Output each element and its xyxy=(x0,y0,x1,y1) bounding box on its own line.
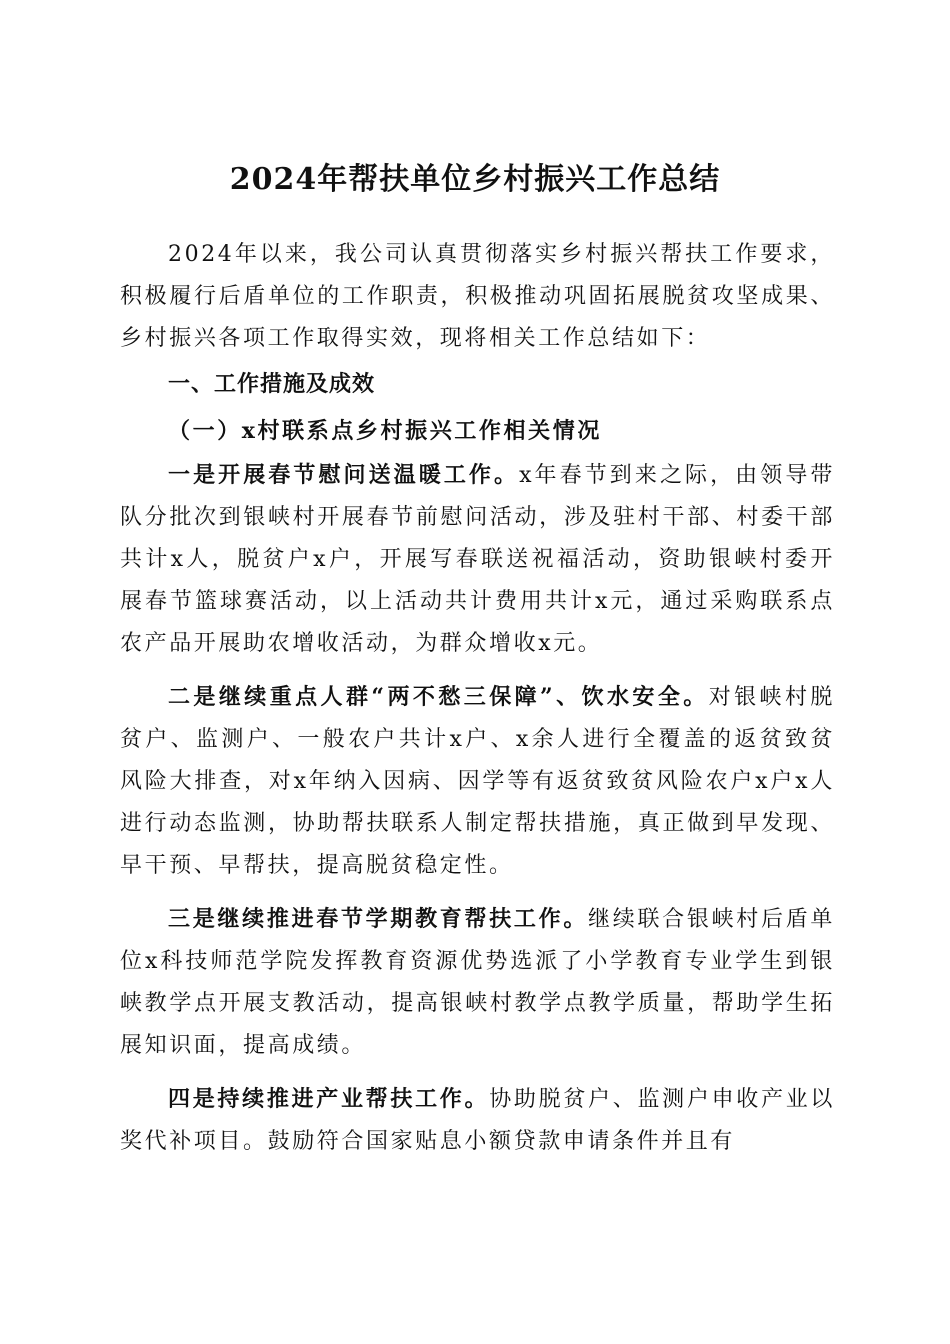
paragraph-4-text: 协助脱贫户、监测户申收产业以奖代补项目。鼓励符合国家贴息小额贷款申请条件并且有 xyxy=(120,1087,835,1154)
paragraph-2-text: 对银峡村脱贫户、监测户、一般农户共计x户、x余人进行全覆盖的返贫致贫风险大排查，对x年纳入因病、因学等有返贫致贫风险农户x户x人进行动态监测，协助帮扶联系人制定帮扶措施，真正做到早发现、早干预、早帮扶，提高脱贫稳定性。 xyxy=(120,685,835,878)
paragraph-4-lead: 四是持续推进产业帮扶工作。 xyxy=(168,1086,490,1112)
section-heading: 一、工作措施及成效 xyxy=(168,372,376,397)
paragraph-1-text: x年春节到来之际，由领导带队分批次到银峡村开展春节前慰问活动，涉及驻村干部、村委干部共计x人，脱贫户x户，开展写春联送祝福活动，资助银峡村委开展春节篮球赛活动，以上活动共计费用共计x元，通过采购联系点农产品开展助农增收活动，为群众增收x元。 xyxy=(120,463,835,656)
document-title: 2024年帮扶单位乡村振兴工作总结 xyxy=(229,162,721,198)
paragraph-2-lead: 二是继续重点人群“两不愁三保障”、饮水安全。 xyxy=(168,684,709,710)
paragraph-3-text: 继续联合银峡村后盾单位x科技师范学院发挥教育资源优势选派了小学教育专业学生到银峡教学点开展支教活动，提高银峡村教学点教学质量，帮助学生拓展知识面，提高成绩。 xyxy=(120,907,835,1058)
paragraph-1 xyxy=(120,454,835,665)
paragraph-3 xyxy=(120,898,835,1067)
subsection-heading: （一）x村联系点乡村振兴工作相关情况 xyxy=(168,418,602,444)
paragraph-1-lead: 一是开展春节慰问送温暖工作。 xyxy=(168,462,520,488)
paragraph-2 xyxy=(120,676,835,887)
intro-paragraph: 2024年以来，我公司认真贯彻落实乡村振兴帮扶工作要求，积极履行后盾单位的工作职责，积极推动巩固拓展脱贫攻坚成果、乡村振兴各项工作取得实效，现将相关工作总结如下： xyxy=(120,242,835,351)
paragraph-3-lead: 三是继续推进春节学期教育帮扶工作。 xyxy=(168,906,589,932)
paragraph-4 xyxy=(120,1078,835,1163)
